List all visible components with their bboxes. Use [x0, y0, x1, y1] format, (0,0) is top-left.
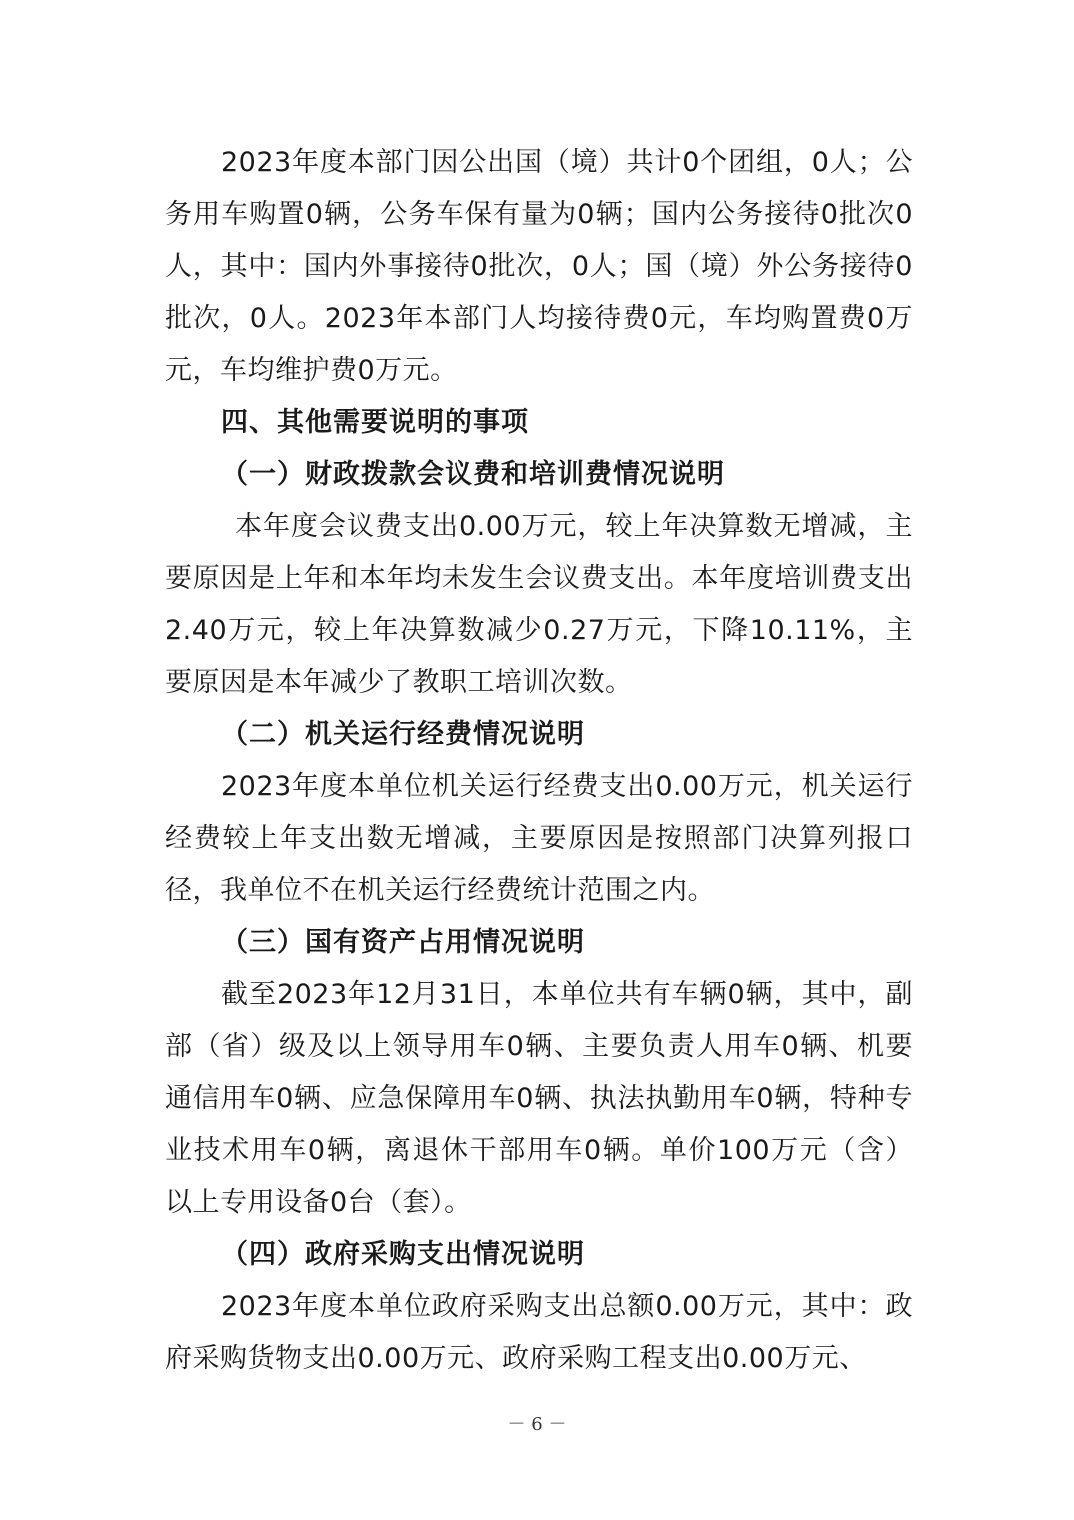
- subheading-state-assets: （三）国有资产占用情况说明: [221, 927, 585, 958]
- paragraph-government-procurement: 2023年度本单位政府采购支出总额0.00万元，其中：政府采购货物支出0.00万元、政府采购工程支出0.00万元、: [165, 1291, 913, 1374]
- paragraph-state-assets: 截至2023年12月31日，本单位共有车辆0辆，其中，副部（省）级及以上领导用车0辆、主要负责人用车0辆、机要通信用车0辆、应急保障用车0辆、执法执勤用车0辆，特种专业技术用车0辆，离退休干部用车0辆。单价100万元（含）以上专用设备0台（套）。: [165, 979, 913, 1218]
- subheading-government-procurement: （四）政府采购支出情况说明: [221, 1239, 585, 1270]
- subheading-operating-expenses: （二）机关运行经费情况说明: [221, 719, 585, 750]
- paragraph-operating-expenses: 2023年度本单位机关运行经费支出0.00万元，机关运行经费较上年支出数无增减，主要原因是按照部门决算列报口径，我单位不在机关运行经费统计范围之内。: [165, 771, 913, 906]
- subheading-meeting-training-fees: （一）财政拨款会议费和培训费情况说明: [221, 459, 725, 490]
- page-number: － 6 －: [507, 1414, 567, 1435]
- document-body: [165, 137, 913, 1385]
- section-heading-other-matters: 四、其他需要说明的事项: [221, 407, 529, 438]
- paragraph-overseas-vehicle-reception: 2023年度本部门因公出国（境）共计0个团组，0人；公务用车购置0辆，公务车保有量为0辆；国内公务接待0批次0人，其中：国内外事接待0批次，0人；国（境）外公务接待0批次，0人。2023年本部门人均接待费0元，车均购置费0万元，车均维护费0万元。: [165, 147, 913, 386]
- paragraph-meeting-training-fees: 本年度会议费支出0.00万元，较上年决算数无增减，主要原因是上年和本年均未发生会议费支出。本年度培训费支出2.40万元，较上年决算数减少0.27万元，下降10.11%，主要原因是本年减少了教职工培训次数。: [165, 511, 913, 698]
